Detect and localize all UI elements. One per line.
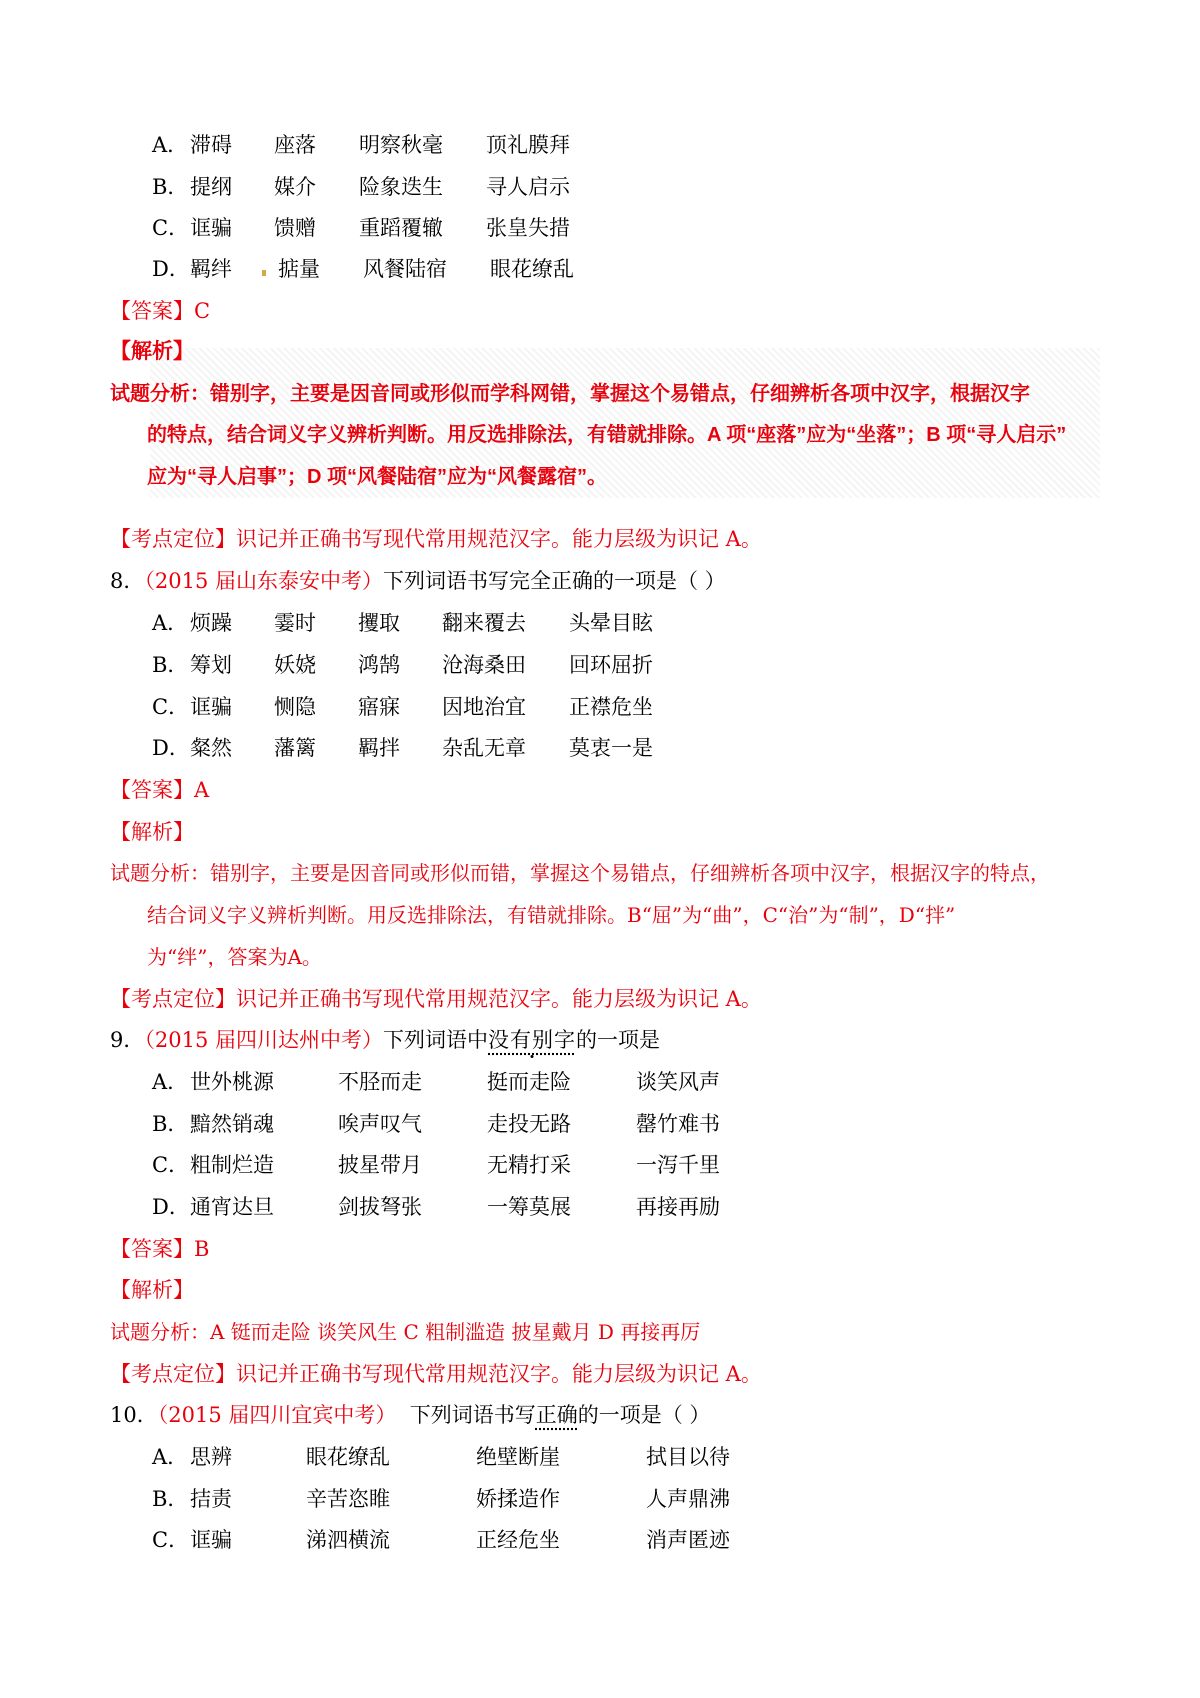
q8-analysis-line-3: 为“绊”，答案为A。	[147, 945, 322, 969]
kaodian-tag: 【考点定位】	[110, 1362, 236, 1386]
q8-analysis-tag: 【解析】	[110, 820, 194, 844]
option-word: 因地治宜	[442, 695, 526, 719]
question-stem-post: 的一项是	[576, 1028, 660, 1052]
option-word: 谈笑风声	[636, 1070, 720, 1094]
kaodian-text: 识记并正确书写现代常用规范汉字。能力层级为识记 A。	[236, 1362, 762, 1386]
option-word: 妖娆	[274, 653, 316, 677]
option-word: 眼花缭乱	[306, 1445, 390, 1469]
option-word: 粗制烂造	[190, 1153, 274, 1177]
q8-kaodian	[110, 985, 762, 1013]
q7-analysis-line-1: 试题分析：错别字，主要是因音同或形似而学科网错，掌握这个易错点，仔细辨析各项中汉字，根据汉字	[110, 383, 1030, 405]
question-source: （2015 届四川宜宾中考）	[157, 1403, 397, 1427]
answer-tag: 【答案】	[110, 778, 194, 802]
option-label: B．	[152, 175, 189, 199]
option-word: 险象迭生	[359, 175, 443, 199]
option-word: 诓骗	[190, 216, 232, 240]
option-word: 明察秋毫	[359, 133, 443, 157]
option-word: 寻人启示	[486, 175, 570, 199]
option-word: 攫取	[358, 611, 400, 635]
kaodian-tag: 【考点定位】	[110, 987, 236, 1011]
option-word: 正襟危坐	[569, 695, 653, 719]
option-word: 辛苦恣睢	[306, 1487, 390, 1511]
option-word: 诓骗	[190, 695, 232, 719]
option-label: B．	[152, 1112, 189, 1136]
option-word: 拮责	[190, 1487, 232, 1511]
kaodian-text: 识记并正确书写现代常用规范汉字。能力层级为识记 A。	[236, 987, 762, 1011]
option-word: 黯然销魂	[190, 1112, 274, 1136]
option-word: 翻来覆去	[442, 611, 526, 635]
option-word: 顶礼膜拜	[486, 133, 570, 157]
option-label: C．	[152, 216, 190, 240]
option-word: 恻隐	[274, 695, 316, 719]
option-word: 媒介	[274, 175, 316, 199]
option-label: A．	[152, 1070, 189, 1094]
q8-analysis-line-1: 试题分析：错别字，主要是因音同或形似而错，掌握这个易错点，仔细辨析各项中汉字，根据汉字的特点，	[110, 861, 1050, 885]
option-label: A．	[152, 1445, 189, 1469]
option-word: 羁绊	[190, 257, 232, 281]
option-word: 世外桃源	[190, 1070, 274, 1094]
option-word: 绝壁断崖	[476, 1445, 560, 1469]
option-word: 再接再励	[636, 1195, 720, 1219]
q7-analysis-line-3: 应为“寻人启事”；D 项“风餐陆宿”应为“风餐露宿”。	[147, 466, 607, 488]
q7-kaodian	[110, 525, 762, 553]
option-word: 张皇失措	[486, 216, 570, 240]
option-word: 正经危坐	[476, 1528, 560, 1552]
option-word: 回环屈折	[569, 653, 653, 677]
option-word: 重蹈覆辙	[359, 216, 443, 240]
option-label: B．	[152, 1487, 189, 1511]
question-stem-pre: 下列词语中	[383, 1028, 488, 1052]
question-stem-pre: 下列词语书写	[409, 1403, 536, 1427]
option-word: 披星带月	[338, 1153, 422, 1177]
q9-stem	[110, 1026, 660, 1054]
option-word: 滞碍	[190, 133, 232, 157]
option-word: 杂乱无章	[442, 736, 526, 760]
emphasis-text: 没有别字	[488, 1028, 576, 1052]
option-word: 馈赠	[274, 216, 316, 240]
option-word: 罄竹难书	[636, 1112, 720, 1136]
question-stem-post: 的一项是（ ）	[577, 1403, 711, 1427]
q9-kaodian	[110, 1360, 762, 1388]
option-word: 消声匿迹	[646, 1528, 730, 1552]
q8-answer	[110, 776, 209, 804]
question-source: （2015 届四川达州中考）	[144, 1028, 383, 1052]
option-word: 提纲	[190, 175, 232, 199]
option-word: 挺而走险	[487, 1070, 571, 1094]
question-number: 8．	[110, 569, 145, 593]
option-word: 筹划	[190, 653, 232, 677]
q8-stem	[110, 567, 726, 595]
answer-value: B	[194, 1237, 210, 1261]
q10-stem	[110, 1401, 710, 1429]
q7-answer	[110, 297, 210, 325]
q9-analysis-line-1: 试题分析：A 铤而走险 谈笑风生 C 粗制滥造 披星戴月 D 再接再厉	[110, 1320, 701, 1344]
option-word: 粲然	[190, 736, 232, 760]
q8-analysis-line-2: 结合词义字义辨析判断。用反选排除法，有错就排除。B“屈”为“曲”，C“治”为“制”，D“拌”	[147, 903, 956, 927]
option-word: 一筹莫展	[487, 1195, 571, 1219]
q9-answer	[110, 1235, 209, 1263]
q7-analysis-tag: 【解析】	[110, 340, 194, 363]
option-word: 通宵达旦	[190, 1195, 274, 1219]
option-word: 涕泗横流	[306, 1528, 390, 1552]
option-word: 烦躁	[190, 611, 232, 635]
answer-tag: 【答案】	[110, 1237, 194, 1261]
emphasis-text: 正确	[535, 1403, 578, 1427]
option-word: 眼花缭乱	[490, 257, 574, 281]
option-word: 座落	[274, 133, 316, 157]
option-word: 头晕目眩	[569, 611, 653, 635]
option-label: D．	[152, 1195, 190, 1219]
option-word: 不胫而走	[338, 1070, 422, 1094]
question-number: 10．	[110, 1403, 158, 1427]
q7-analysis-line-2: 的特点，结合词义字义辨析判断。用反选排除法，有错就排除。A 项“座落”应为“坐落”；B 项“寻人启示”	[147, 424, 1067, 446]
option-word: 娇揉造作	[476, 1487, 560, 1511]
answer-tag: 【答案】	[110, 299, 194, 323]
option-word: 寤寐	[358, 695, 400, 719]
question-number: 9．	[110, 1028, 145, 1052]
option-label: C．	[152, 1153, 190, 1177]
option-word: 羁拌	[358, 736, 400, 760]
option-word: 藩篱	[274, 736, 316, 760]
option-word: 剑拔弩张	[338, 1195, 422, 1219]
kaodian-text: 识记并正确书写现代常用规范汉字。能力层级为识记 A。	[236, 527, 762, 551]
scan-mark	[262, 270, 266, 276]
option-label: D．	[152, 736, 190, 760]
answer-value: C	[194, 299, 211, 323]
option-word: 一泻千里	[636, 1153, 720, 1177]
option-word: 人声鼎沸	[646, 1487, 730, 1511]
kaodian-tag: 【考点定位】	[110, 527, 236, 551]
option-word: 风餐陆宿	[363, 257, 447, 281]
option-label: D．	[152, 257, 190, 281]
option-word: 莫衷一是	[569, 736, 653, 760]
option-word: 唉声叹气	[338, 1112, 422, 1136]
option-word: 走投无路	[487, 1112, 571, 1136]
answer-value: A	[194, 778, 210, 802]
option-word: 鸿鹄	[358, 653, 400, 677]
option-label: B．	[152, 653, 189, 677]
option-label: A．	[152, 133, 189, 157]
question-stem: 下列词语书写完全正确的一项是（ ）	[383, 569, 726, 593]
option-label: C．	[152, 1528, 190, 1552]
option-word: 拭目以待	[646, 1445, 730, 1469]
option-word: 沧海桑田	[442, 653, 526, 677]
q9-analysis-tag: 【解析】	[110, 1278, 194, 1302]
option-word: 诓骗	[190, 1528, 232, 1552]
option-label: C．	[152, 695, 190, 719]
question-source: （2015 届山东泰安中考）	[144, 569, 383, 593]
option-word: 思辨	[190, 1445, 232, 1469]
option-word: 掂量	[278, 257, 320, 281]
option-word: 霎时	[274, 611, 316, 635]
option-label: A．	[152, 611, 189, 635]
option-word: 无精打采	[487, 1153, 571, 1177]
